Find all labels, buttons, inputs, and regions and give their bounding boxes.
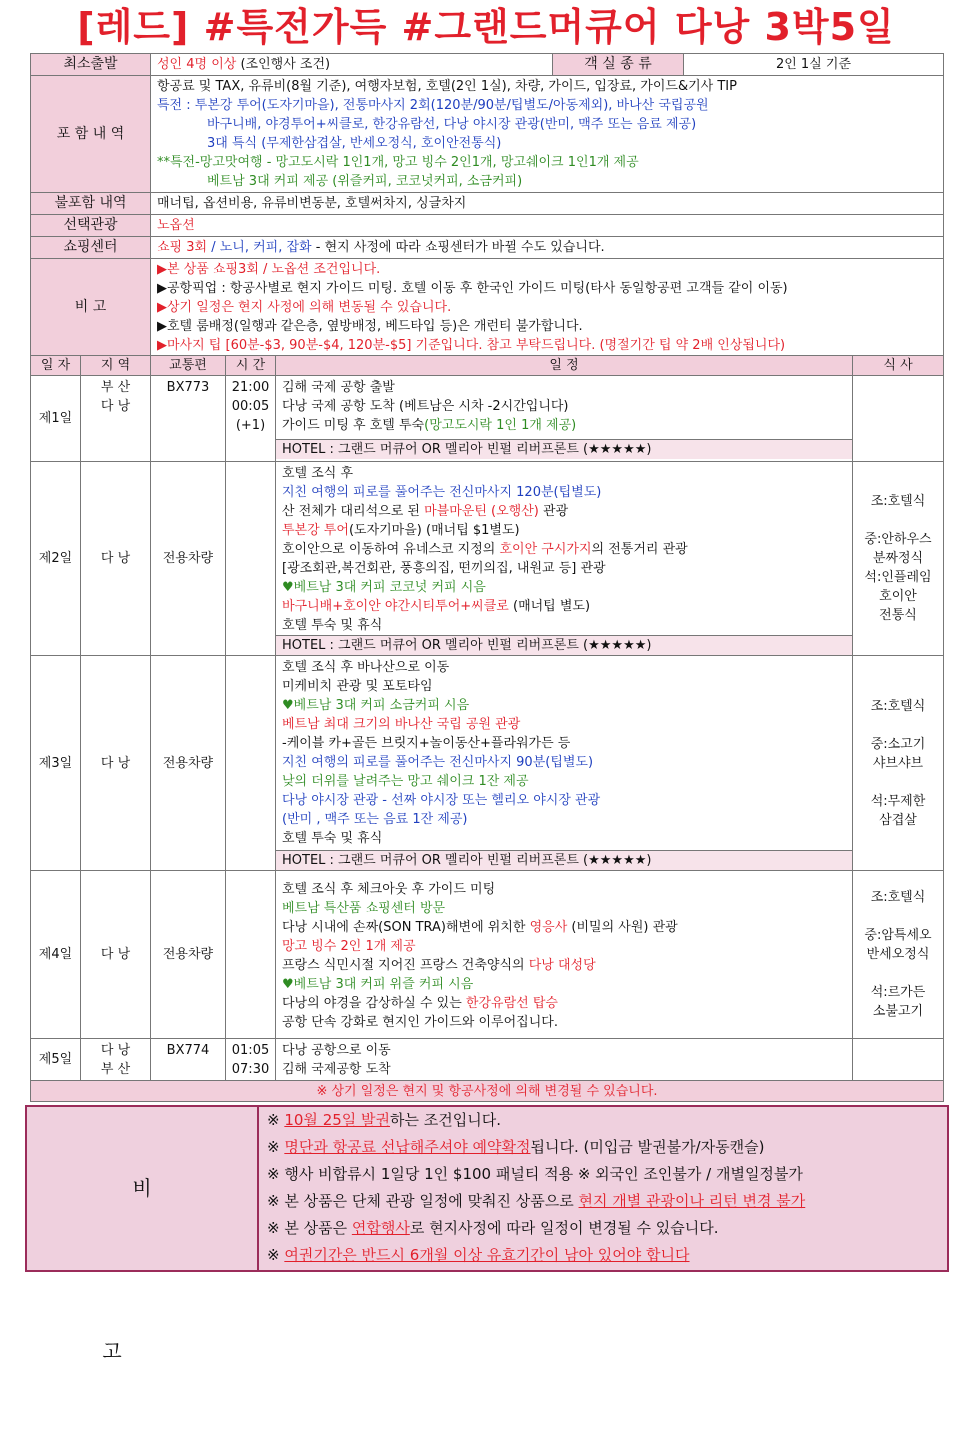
- itinerary: 호텔 조식 후 지친 여행의 피로를 풀어주는 전신마사지 120분(팁별도) 산 전체가 대리석으로 된 마블마운틴 (오행산) 관광 투본강 투어(도자기마을) (매너팁 $1별도) 호이안으로 이동하여 유네스코 지정의 호이안 구시가지의 전통거리 관광 [광조회관,복건회관, 풍흥의집, 떤끼의집, 내원교 등] 관광 ♥베트남 3대 커피 코코넛 커피 시음 바구니배+호이안 야간시티투어+씨클로 (매너팁 별도) 호텔 투숙 및 휴식 HOTEL : 그랜드 머큐어 OR 멜리아 빈펄 리버프론트 (★★★★★): [276, 462, 853, 656]
- remark-line: ※ 본 상품은 연합행사로 현지사정에 따라 일정이 변경될 수 있습니다.: [267, 1219, 719, 1237]
- itinerary: 호텔 조식 후 체크아웃 후 가이드 미팅 베트남 특산품 쇼핑센터 방문 다낭 시내에 손짜(SON TRA)해변에 위치한 영응사 (비밀의 사원) 관광 망고 빙수 2인 1개 제공 프랑스 식민시절 지어진 프랑스 건축양식의 다낭 대성당 ♥베트남 3대 커피 위즐 커피 시음 다낭의 야경을 감상하실 수 있는 한강유람선 탑승 공항 단속 강화로 현지인 가이드와 이루어집니다.: [276, 871, 853, 1039]
- remark-line: ※ 본 상품은 단체 관광 일정에 맞춰진 상품으로 현지 개별 관광이나 리턴 변경 불가: [267, 1192, 806, 1210]
- info-table: [30, 53, 944, 357]
- optional-tour-label: 선택관광: [31, 215, 151, 237]
- remark-box: [25, 1105, 949, 1363]
- day-row: [31, 871, 944, 1039]
- meal: 조:호텔식 중:소고기 샤브샤브 석:무제한 삼겹살: [853, 656, 944, 871]
- include-label: 포 함 내 역: [31, 76, 151, 193]
- meal: 조:호텔식 중:암특세오 반세오정식 석:르가든 소불고기: [853, 871, 944, 1039]
- region: 다 낭 부 산: [81, 1039, 151, 1081]
- hotel-line: HOTEL : 그랜드 머큐어 OR 멜리아 빈펄 리버프론트 (★★★★★): [276, 439, 852, 459]
- time: 21:00 00:05 (+1): [226, 376, 276, 462]
- meal: [853, 376, 944, 462]
- optional-tour-value: 노옵션: [151, 215, 944, 237]
- shopping-value: 쇼핑 3회 / 노니, 커피, 잡화 - 현지 사정에 따라 쇼핑센터가 바뀔 수도 있습니다.: [151, 237, 944, 259]
- exclude-value: 매너팁, 옵션비용, 유류비변동분, 호텔써차지, 싱글차지: [151, 193, 944, 215]
- day-label: 제4일: [31, 871, 81, 1039]
- header-time: 시 간: [226, 356, 276, 376]
- remark-line: ※ 여권기간은 반드시 6개월 이상 유효기간이 남아 있어야 합니다: [267, 1246, 690, 1264]
- schedule-notice: ※ 상기 일정은 현지 및 항공사정에 의해 변경될 수 있습니다.: [31, 1081, 944, 1102]
- page-title: [레드] #특전가득 #그랜드머큐어 다낭 3박5일: [77, 5, 895, 49]
- transport: 전용차량: [151, 871, 226, 1039]
- remark-label: 비 고: [102, 1176, 212, 1363]
- day-row: [31, 1039, 944, 1081]
- header-transport: 교통편: [151, 356, 226, 376]
- min-departure-label: 최소출발: [31, 54, 151, 76]
- room-type-value: 2인 1실 기준: [684, 54, 944, 76]
- header-itinerary: 일 정: [276, 356, 853, 376]
- time: [226, 871, 276, 1039]
- day-row: [31, 376, 944, 462]
- remark-line: ※ 명단과 항공료 선납해주셔야 예약확정됩니다. (미입금 발권불가/자동캔슬): [267, 1138, 765, 1156]
- shopping-label: 쇼핑센터: [31, 237, 151, 259]
- header-region: 지 역: [81, 356, 151, 376]
- time: [226, 656, 276, 871]
- day-label: 제3일: [31, 656, 81, 871]
- hotel-line: HOTEL : 그랜드 머큐어 OR 멜리아 빈펄 리버프론트 (★★★★★): [276, 635, 852, 655]
- region: 부 산 다 낭: [81, 376, 151, 462]
- itinerary: 다낭 공항으로 이동 김해 국제공항 도착: [276, 1039, 853, 1081]
- hotel-line: HOTEL : 그랜드 머큐어 OR 멜리아 빈펄 리버프론트 (★★★★★): [276, 850, 852, 870]
- header-meal: 식 사: [853, 356, 944, 376]
- itinerary: 호텔 조식 후 바나산으로 이동 미케비치 관광 및 포토타임 ♥베트남 3대 커피 소금커피 시음 베트남 최대 크기의 바나산 국립 공원 관광 -케이블 카+골든 브릿지+놀이동산+플라워가든 등 지친 여행의 피로를 풀어주는 전신마사지 90분(팁별도) 낮의 더위를 날려주는 망고 쉐이크 1잔 제공 다낭 야시장 관광 - 선짜 야시장 또는 헬리오 야시장 관광 (반미 , 맥주 또는 음료 1잔 제공) 호텔 투숙 및 휴식 HOTEL : 그랜드 머큐어 OR 멜리아 빈펄 리버프론트 (★★★★★): [276, 656, 853, 871]
- time: [226, 462, 276, 656]
- day-label: 제2일: [31, 462, 81, 656]
- remark-line: ※ 10월 25일 발권하는 조건입니다.: [267, 1111, 501, 1129]
- header-day: 일 자: [31, 356, 81, 376]
- day-row: [31, 462, 944, 656]
- exclude-label: 불포함 내역: [31, 193, 151, 215]
- transport: BX774: [151, 1039, 226, 1081]
- region: 다 낭: [81, 656, 151, 871]
- schedule-header-row: [31, 356, 944, 376]
- transport: BX773: [151, 376, 226, 462]
- include-content: 항공료 및 TAX, 유류비(8월 기준), 여행자보험, 호텔(2인 1실), 차량, 가이드, 입장료, 가이드&기사 TIP 특전 : 투본강 투어(도자기마을), 전통마사지 2회(120분/90분/팁별도/아동제외), 바나산 국립공원 바구니배, 야경투어+씨클로, 한강유람선, 다낭 야시장 관광(반미, 맥주 또는 음료 제공) 3대 특식 (무제한삼겹살, 반세오정식, 호이안전통식) **특전-망고맛여행 - 망고도시락 1인1개, 망고 빙수 2인1개, 망고쉐이크 1인1개 제공 베트남 3대 커피 제공 (위즐커피, 코코넛커피, 소금커피): [151, 76, 944, 193]
- notes-label: 비 고: [31, 259, 151, 357]
- meal: [853, 1039, 944, 1081]
- day-label: 제1일: [31, 376, 81, 462]
- remark-content: [257, 1107, 947, 1270]
- transport: 전용차량: [151, 462, 226, 656]
- room-type-label: 객 실 종 류: [553, 54, 684, 76]
- notes-content: ▶본 상품 쇼핑3회 / 노옵션 조건입니다. ▶공항픽업 : 항공사별로 현지 가이드 미팅. 호텔 이동 후 한국인 가이드 미팅(타사 동일항공편 고객들 같이 이동) ▶상기 일정은 현지 사정에 의해 변동될 수 있습니다. ▶호텔 룸배정(일행과 같은층, 옆방배정, 베드타입 등)은 개런티 불가합니다. ▶마사지 팁 [60분-$3, 90분-$4, 120분-$5] 기준입니다. 참고 부탁드립니다. (명절기간 팁 약 2배 인상됩니다): [151, 259, 944, 357]
- region: 다 낭: [81, 871, 151, 1039]
- transport: 전용차량: [151, 656, 226, 871]
- time: 01:05 07:30: [226, 1039, 276, 1081]
- schedule-table: [30, 355, 944, 1102]
- remark-line: ※ 행사 비합류시 1일당 1인 $100 패널티 적용 ※ 외국인 조인불가 / 개별일정불가: [267, 1165, 803, 1183]
- day-row: [31, 656, 944, 871]
- itinerary: 김해 국제 공항 출발 다낭 국제 공항 도착 (베트남은 시차 -2시간입니다) 가이드 미팅 후 호텔 투숙(망고도시락 1인 1개 제공) HOTEL : 그랜드 머큐어 OR 멜리아 빈펄 리버프론트 (★★★★★): [276, 376, 853, 462]
- meal: 조:호텔식 중:안하우스 분짜정식 석:인플레임 호이안 전통식: [853, 462, 944, 656]
- region: 다 낭: [81, 462, 151, 656]
- day-label: 제5일: [31, 1039, 81, 1081]
- min-departure-value: 성인 4명 이상 (조인행사 조건): [151, 54, 553, 76]
